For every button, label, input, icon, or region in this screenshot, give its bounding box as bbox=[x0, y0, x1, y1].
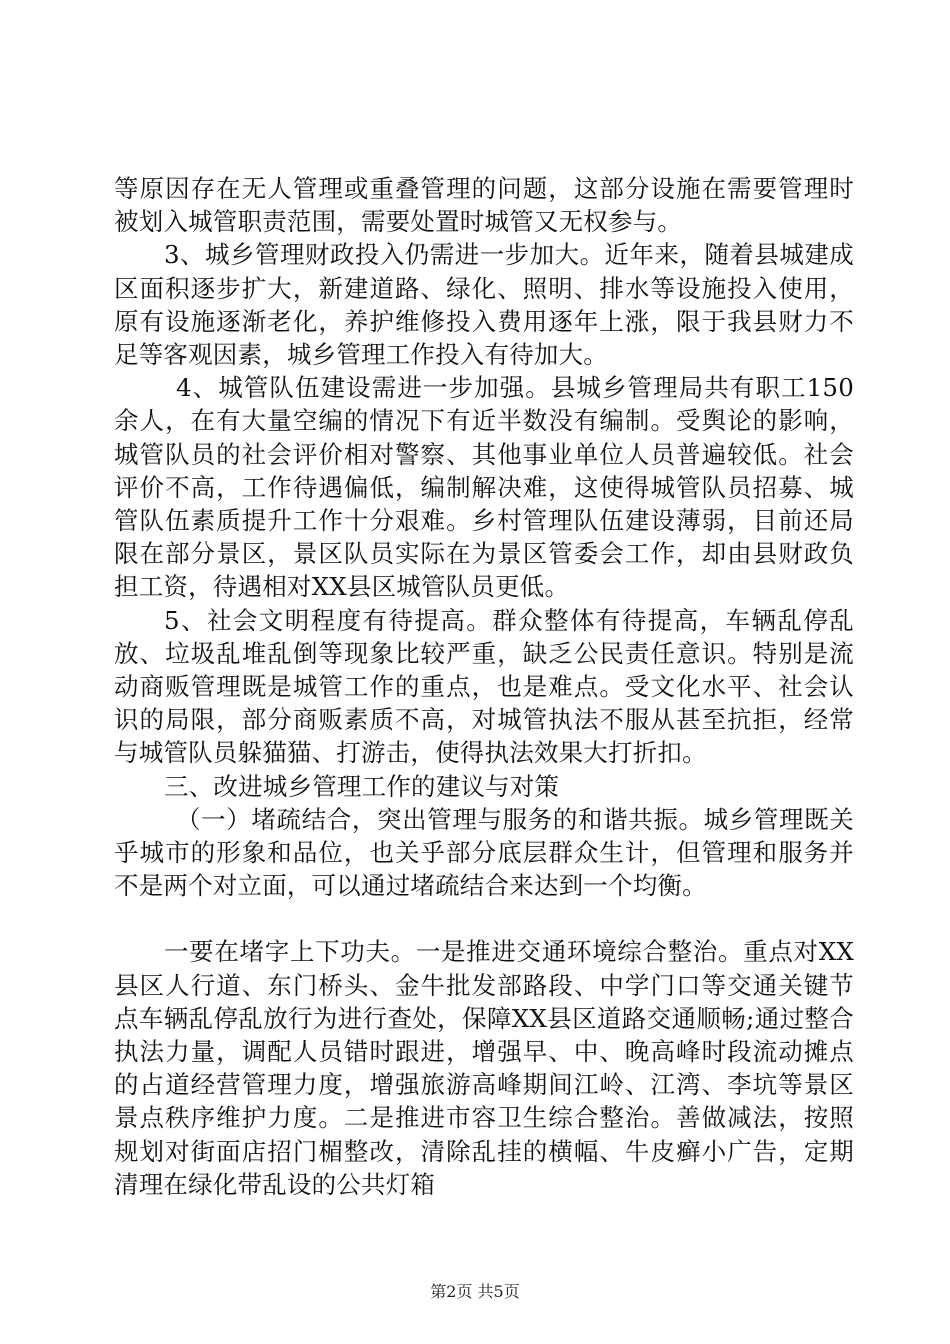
paragraph-item-3: 3、城乡管理财政投入仍需进一步加大。近年来，随着县城建成区面积逐步扩大，新建道路、绿化、照明、排水等设施投入使用，原有设施逐渐老化，养护维修投入费用逐年上涨，限于我县财力不足等客观因素，城乡管理工作投入有待加大。 bbox=[114, 240, 854, 370]
paragraph-item-4: 4、城管队伍建设需进一步加强。县城乡管理局共有职工150余人，在有大量空编的情况下有近半数没有编制。受舆论的影响，城管队员的社会评价相对警察、其他事业单位人员普遍较低。社会评价不高，工作待遇偏低，编制解决难，这使得城管队员招募、城管队伍素质提升工作十分艰难。乡村管理队伍建设薄弱，目前还局限在部分景区，景区队员实际在为景区管委会工作，却由县财政负担工资，待遇相对XX县区城管队员更低。 bbox=[114, 373, 854, 602]
paragraph-item-5: 5、社会文明程度有待提高。群众整体有待提高，车辆乱停乱放、垃圾乱堆乱倒等现象比较严重，缺乏公民责任意识。特别是流动商贩管理既是城管工作的重点，也是难点。受文化水平、社会认识的局限，部分商贩素质不高，对城管执法不服从甚至抗拒，经常与城管队员躲猫猫、打游击，使得执法效果大打折扣。 bbox=[114, 605, 854, 768]
paragraph-blocking-measures: 一要在堵字上下功夫。一是推进交通环境综合整治。重点对XX县区人行道、东门桥头、金牛批发部路段、中学门口等交通关键节点车辆乱停乱放行为进行查处，保障XX县区道路交通顺畅;通过整合执法力量，调配人员错时跟进，增强早、中、晚高峰时段流动摊点的占道经营管理力度，增强旅游高峰期间江岭、江湾、李坑等景区景点秩序维护力度。二是推进市容卫生综合整治。善做减法，按照规划对街面店招门楣整改，清除乱挂的横幅、牛皮癣小广告，定期清理在绿化带乱设的公共灯箱 bbox=[114, 937, 854, 1199]
page-footer: 第2页 共5页 bbox=[430, 1282, 520, 1301]
section-heading: 三、改进城乡管理工作的建议与对策 bbox=[164, 771, 560, 801]
paragraph-continuation: 等原因存在无人管理或重叠管理的问题，这部分设施在需要管理时被划入城管职责范围，需要处置时城管又无权参与。 bbox=[114, 174, 854, 237]
document-body bbox=[114, 172, 854, 1201]
paragraph-subsection-1: （一）堵疏结合，突出管理与服务的和谐共振。城乡管理既关乎城市的形象和品位，也关乎部分底层群众生计，但管理和服务并不是两个对立面，可以通过堵疏结合来达到一个均衡。 bbox=[114, 804, 854, 901]
